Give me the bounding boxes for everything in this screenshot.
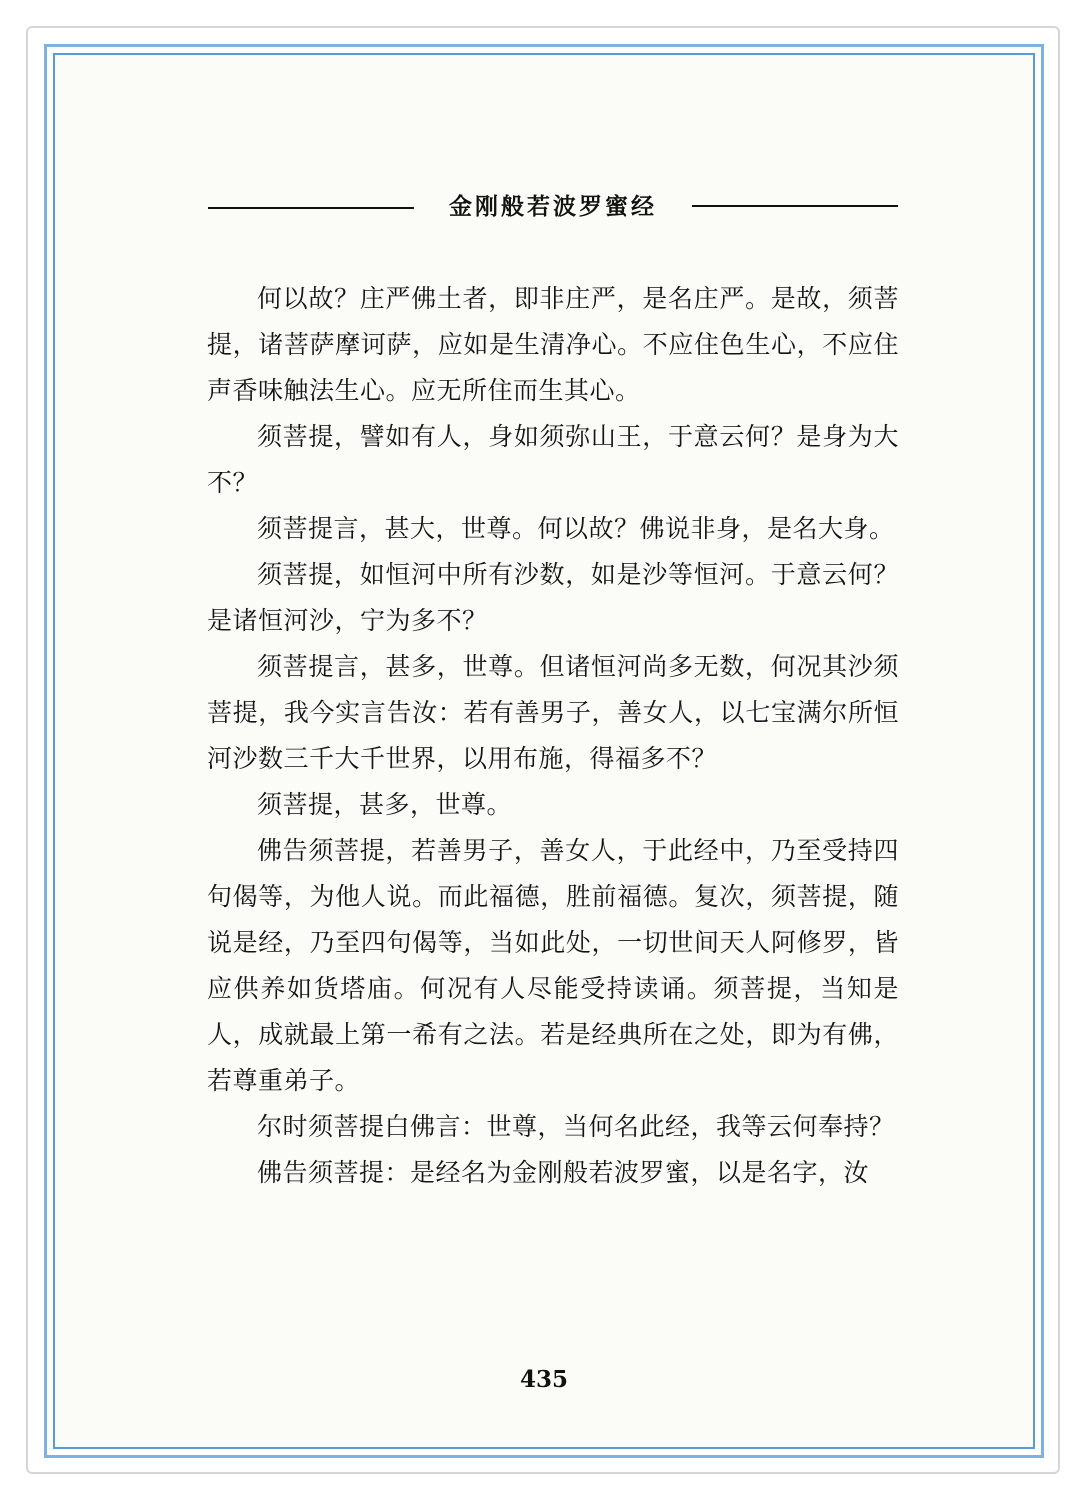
paragraph: 何以故？庄严佛土者，即非庄严，是名庄严。是故，须菩提，诸菩萨摩诃萨，应如是生清净心。不应住色生心，不应住声香味触法生心。应无所住而生其心。 — [207, 284, 899, 405]
paragraph: 须菩提，如恒河中所有沙数，如是沙等恒河。于意云何？是诸恒河沙，宁为多不？ — [207, 560, 899, 635]
paragraph: 须菩提言，甚大，世尊。何以故？佛说非身，是名大身。 — [257, 514, 895, 543]
running-head-rule-right — [692, 205, 898, 207]
paragraph: 须菩提，甚多，世尊。 — [257, 790, 513, 819]
body-text — [207, 276, 899, 1196]
running-head-rule-left — [208, 207, 414, 209]
paragraph: 尔时须菩提白佛言：世尊，当何名此经，我等云何奉持？ — [257, 1112, 895, 1141]
paragraph: 须菩提，譬如有人，身如须弥山王，于意云何？是身为大不？ — [207, 422, 899, 497]
paragraph: 须菩提言，甚多，世尊。但诸恒河尚多无数，何况其沙须菩提，我今实言告汝：若有善男子，善女人，以七宝满尔所恒河沙数三千大千世界，以用布施，得福多不？ — [207, 652, 899, 773]
running-head-title: 金刚般若波罗蜜经 — [449, 193, 657, 220]
paragraph: 佛告须菩提：是经名为金刚般若波罗蜜，以是名字，汝 — [257, 1158, 870, 1187]
running-head — [208, 190, 898, 224]
page-number: 435 — [519, 1366, 568, 1393]
paragraph: 佛告须菩提，若善男子，善女人，于此经中，乃至受持四句偈等，为他人说。而此福德，胜前福德。复次，须菩提，随说是经，乃至四句偈等，当如此处，一切世间天人阿修罗，皆应供养如货塔庙。何况有人尽能受持读诵。须菩提，当知是人，成就最上第一希有之法。若是经典所在之处，即为有佛，若尊重弟子。 — [207, 836, 899, 1095]
